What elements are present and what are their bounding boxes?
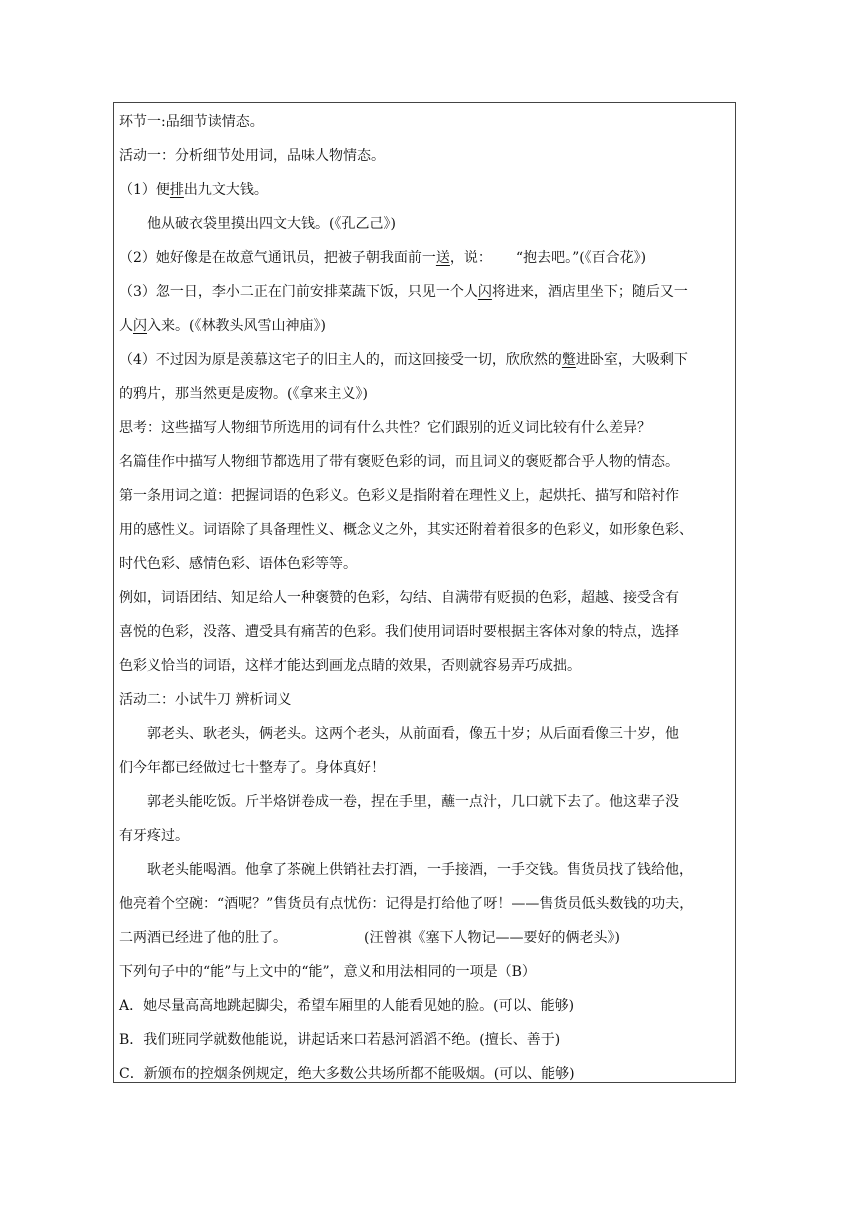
example-paragraph-line: 色彩义恰当的词语，这样才能达到画龙点睛的效果，否则就容易弄巧成拙。 <box>119 658 581 674</box>
underlined-word: 排 <box>169 182 184 198</box>
example-4-cont: 的鸦片，那当然更是废物。(《拿来主义》) <box>119 386 368 402</box>
think-answer: 名篇佳作中描写人物细节都选用了带有褒贬色彩的词，而且词义的褒贬都合乎人物的情态。 <box>119 454 679 470</box>
example-1-compare: 他从破衣袋里摸出四文大钱。(《孔乙己》) <box>147 216 396 232</box>
question-prompt: 下列句子中的“能”与上文中的“能”，意义和用法相同的一项是（B） <box>119 964 536 980</box>
passage-citation: (汪曾祺《塞下人物记——要好的俩老头》) <box>364 930 620 946</box>
example-paragraph-line: 例如，词语团结、知足给人一种褒赞的色彩，勾结、自满带有贬损的色彩，超越、接受含有 <box>119 590 679 606</box>
example-3-cont: 人闪入来。(《林教头风雪山神庙》) <box>119 318 326 334</box>
passage-line: 郭老头能吃饭。斤半烙饼卷成一卷，捏在手里，蘸一点汁，几口就下去了。他这辈子没 <box>147 794 679 810</box>
passage-line: 耿老头能喝酒。他拿了茶碗上供销社去打酒，一手接酒，一手交钱。售货员找了钱给他， <box>147 862 693 878</box>
rule-line: 第一条用词之道：把握词语的色彩义。色彩义是指附着在理性义上，起烘托、描写和陪衬作 <box>119 488 679 504</box>
passage-line: 他亮着个空碗：“酒呢？”售货员有点忧伤：记得是打给他了呀！——售货员低头数钱的功夫， <box>119 896 694 912</box>
underlined-word: 闪 <box>133 318 147 334</box>
underlined-word: 送 <box>435 250 450 266</box>
example-4: （4）不过因为原是羡慕这宅子的旧主人的，而这回接受一切，欣欣然的蹩进卧室，大吸剩下 <box>119 352 688 368</box>
underlined-word: 蹩 <box>561 352 576 368</box>
passage-line: 二两酒已经进了他的肚了。 <box>119 930 287 946</box>
passage-line: 们今年都已经做过七十整寿了。身体真好！ <box>119 760 385 776</box>
activity-two-heading: 活动二：小试牛刀 辨析词义 <box>119 692 292 708</box>
rule-line: 时代色彩、感情色彩、语体色彩等等。 <box>119 556 357 572</box>
activity-one-heading: 活动一：分析细节处用词，品味人物情态。 <box>119 148 385 164</box>
option-c: C．新颁布的控烟条例规定，绝大多数公共场所都不能吸烟。(可以、能够) <box>119 1066 575 1082</box>
example-paragraph-line: 喜悦的色彩，没落、遭受具有痛苦的色彩。我们使用词语时要根据主客体对象的特点，选择 <box>119 624 679 640</box>
rule-line: 用的感性义。词语除了具备理性义、概念义之外，其实还附着着很多的色彩义，如形象色彩、 <box>119 522 693 538</box>
underlined-word: 闪 <box>477 284 492 300</box>
example-1: （1）便排出九文大钱。 <box>119 182 268 198</box>
passage-line: 有牙疼过。 <box>119 828 189 844</box>
option-a: A．她尽量高高地跳起脚尖，希望车厢里的人能看见她的脸。(可以、能够) <box>119 998 575 1014</box>
example-3: （3）忽一日，李小二正在门前安排菜蔬下饭，只见一个人闪将进来，酒店里坐下；随后又一 <box>119 284 688 300</box>
think-question: 思考：这些描写人物细节所选用的词有什么共性？它们跟别的近义词比较有什么差异？ <box>119 420 651 436</box>
passage-line: 郭老头、耿老头，俩老头。这两个老头，从前面看，像五十岁；从后面看像三十岁，他 <box>147 726 679 742</box>
section-title: 环节一:品细节读情态。 <box>119 114 264 130</box>
example-2: （2）她好像是在故意气通讯员，把被子朝我面前一送，说： “抱去吧。”(《百合花》) <box>119 250 647 266</box>
option-b: B．我们班同学就数他能说，讲起话来口若悬河滔滔不绝。(擅长、善于) <box>119 1032 561 1048</box>
